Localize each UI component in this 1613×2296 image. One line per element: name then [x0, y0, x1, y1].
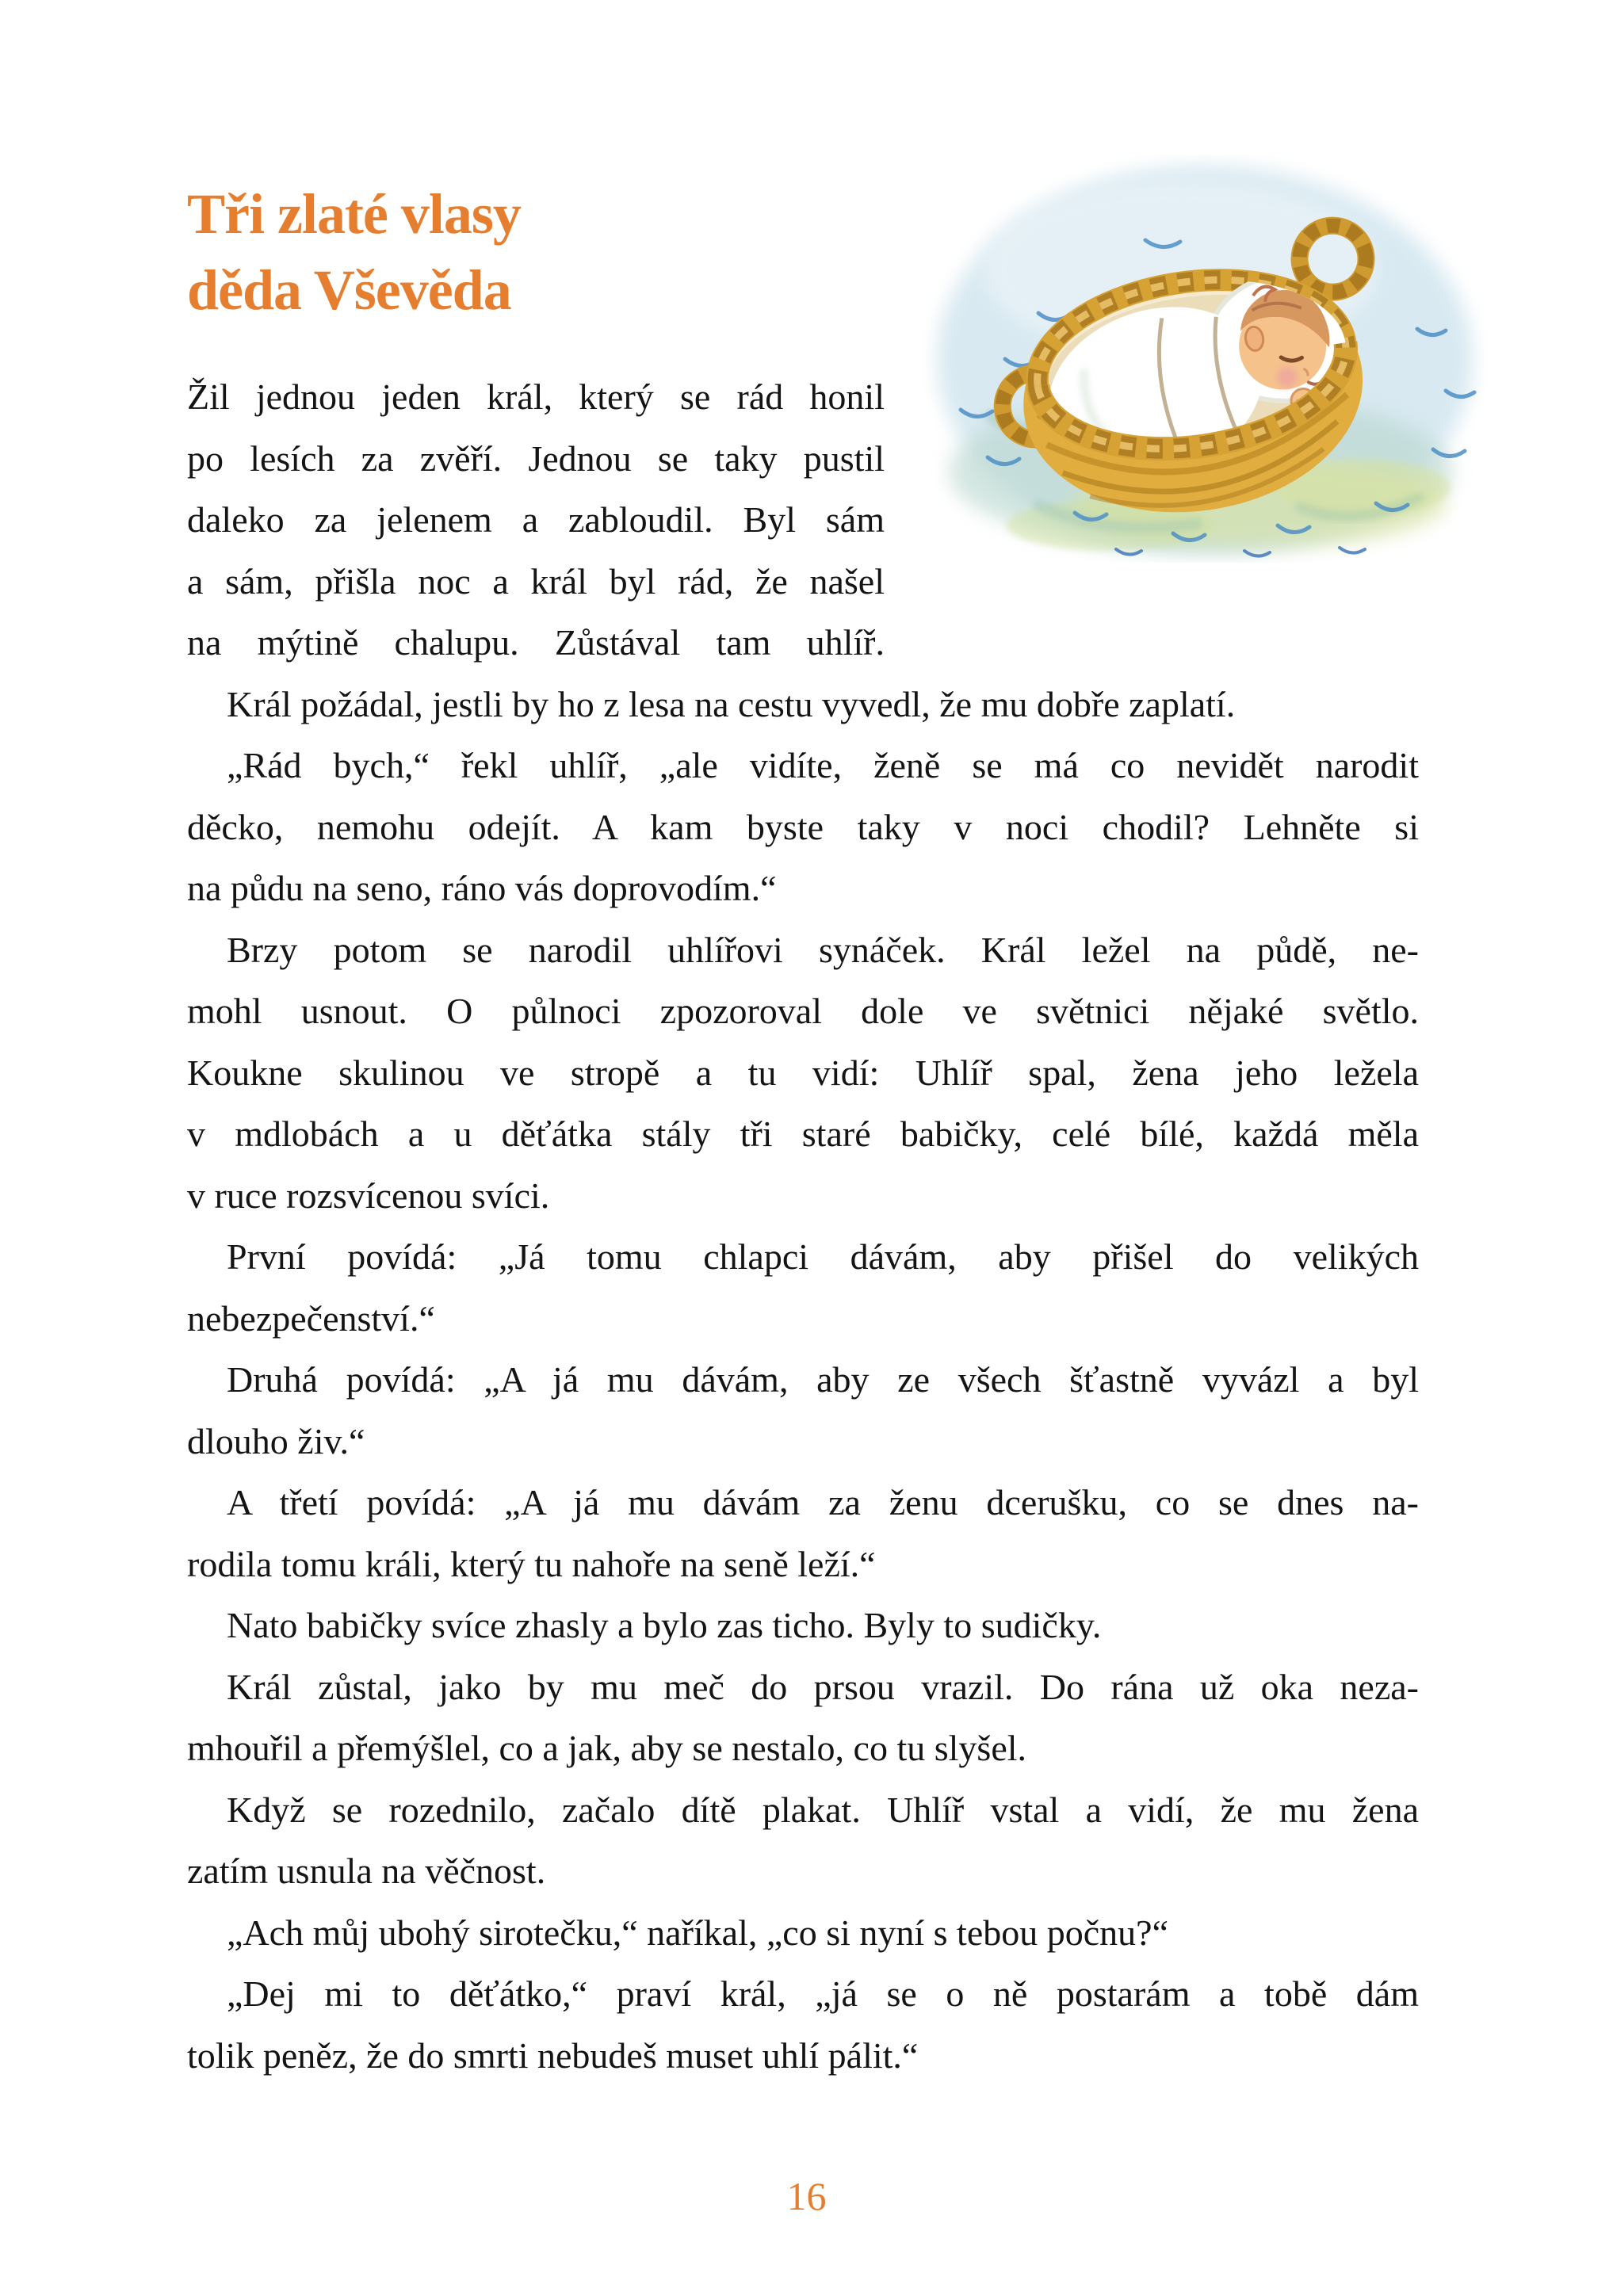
- paragraph: [187, 735, 1419, 919]
- text-line: Když se rozednilo, začalo dítě plakat. Uhlíř vstal a vidí, že mu žena: [227, 1789, 1419, 1830]
- text-line: „Rád bych,“ řekl uhlíř, „ale vidíte, ženě se má co nevidět narodit: [227, 745, 1419, 785]
- paragraph: [187, 919, 1419, 1227]
- paragraph: [187, 1902, 1419, 1964]
- paragraph: [187, 1349, 1419, 1472]
- title-line-1: Tři zlaté vlasy: [187, 182, 521, 246]
- text-line: Koukne skulinou ve stropě a tu vidí: Uhlíř spal, žena jeho ležela: [187, 1052, 1419, 1093]
- page-title: [187, 176, 521, 328]
- text-line: „Ach můj ubohý sirotečku,“ naříkal, „co si nyní s tebou počnu?“: [227, 1912, 1169, 1953]
- paragraph: [187, 1963, 1419, 2086]
- paragraph: [187, 1779, 1419, 1902]
- text-line: po lesích za zvěří. Jednou se taky pustil: [187, 437, 885, 479]
- text-line: Král zůstal, jako by mu meč do prsou vrazil. Do rána už oka neza-: [227, 1666, 1419, 1707]
- text-line: v mdlobách a u děťátka stály tři staré babičky, celé bílé, každá měla: [187, 1114, 1419, 1154]
- text-line: na mýtině chalupu. Zůstával tam uhlíř.: [187, 622, 885, 663]
- paragraph: [187, 1472, 1419, 1595]
- text-line: Nato babičky svíce zhasly a bylo zas ticho. Byly to sudičky.: [227, 1605, 1102, 1645]
- text-line: Brzy potom se narodil uhlířovi synáček. Král ležel na půdě, ne-: [227, 929, 1419, 970]
- text-line: mhouřil a přemýšlel, co a jak, aby se nestalo, co tu slyšel.: [187, 1728, 1027, 1768]
- page-number: 16: [786, 2174, 827, 2218]
- text-line: rodila tomu králi, který tu nahoře na seně leží.“: [187, 1543, 876, 1584]
- text-line: mohl usnout. O půlnoci zpozoroval dole ve světnici nějaké světlo.: [187, 991, 1419, 1031]
- text-line: tolik peněz, že do smrti nebudeš muset uhlí pálit.“: [187, 2034, 919, 2076]
- title-line-2: děda Vševěda: [187, 258, 511, 322]
- text-line: děcko, nemohu odejít. A kam byste taky v noci chodil? Lehněte si: [187, 806, 1419, 847]
- paragraph: [187, 1226, 1419, 1349]
- text-line: na půdu na seno, ráno vás doprovodím.“: [187, 868, 777, 908]
- text-line: První povídá: „Já tomu chlapci dávám, aby přišel do velikých: [227, 1236, 1419, 1277]
- text-line: A třetí povídá: „A já mu dávám za ženu dcerušku, co se dnes na-: [227, 1482, 1419, 1522]
- text-line: nebezpečenství.“: [187, 1297, 435, 1339]
- story-text: [187, 366, 1419, 2086]
- text-line: Žil jednou jeden král, který se rád honil: [187, 376, 885, 417]
- text-line: zatím usnula na věčnost.: [187, 1851, 546, 1891]
- text-line: a sám, přišla noc a král byl rád, že našel: [187, 560, 885, 602]
- paragraph: [187, 366, 885, 674]
- text-line: dlouho živ.“: [187, 1420, 365, 1461]
- text-line: daleko za jelenem a zabloudil. Byl sám: [187, 499, 885, 540]
- text-line: „Dej mi to děťátko,“ praví král, „já se o ně postarám a tobě dám: [227, 1973, 1419, 2014]
- paragraph: [187, 1595, 1419, 1656]
- text-line: Král požádal, jestli by ho z lesa na cestu vyvedl, že mu dobře zaplatí.: [227, 683, 1236, 724]
- paragraph: [187, 1656, 1419, 1779]
- text-line: v ruce rozsvícenou svíci.: [187, 1175, 550, 1216]
- text-line: Druhá povídá: „A já mu dávám, aby ze všech šťastně vyvázl a byl: [227, 1359, 1419, 1400]
- paragraph: [187, 674, 1419, 735]
